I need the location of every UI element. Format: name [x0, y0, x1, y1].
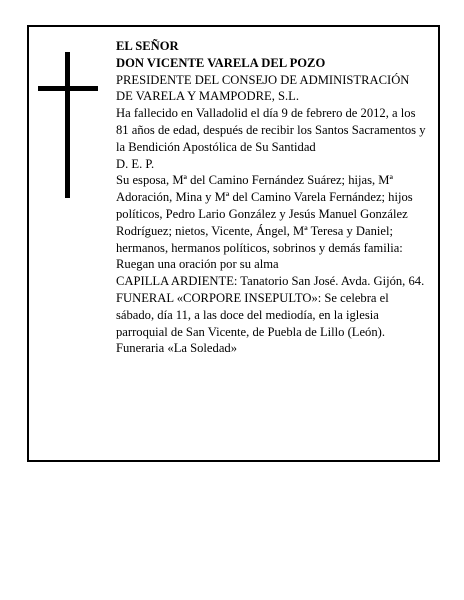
honorific: EL SEÑOR: [116, 39, 179, 53]
chapel-info: CAPILLA ARDIENTE: Tanatorio San José. Avda. Gijón, 64.: [116, 274, 425, 289]
funeral-info: FUNERAL «CORPORE INSEPULTO»: Se celebra el sábado, día 11, a las doce del mediodía, en la iglesia parroquial de San Vicente, de Puebla de Lillo (León).: [116, 290, 389, 339]
cross-horizontal-bar: [38, 86, 98, 91]
deceased-name: DON VICENTE VARELA DEL POZO: [116, 55, 326, 70]
rip-abbreviation: D. E. P.: [116, 156, 155, 171]
family-list: Su esposa, Mª del Camino Fernández Suárez; hijas, Mª Adoración, Mina y Mª del Camino Varela Fernández; hijos políticos, Pedro Lario González y Jesús Manuel González Rodríguez; nietos, Vicente, Ángel, Mª Teresa y Daniel; hermanos, hermanos políticos, sobrinos y demás familia:: [116, 173, 413, 255]
prayer-request: Ruegan una oración por su alma: [116, 257, 279, 272]
death-announcement: Ha fallecido en Valladolid el día 9 de febrero de 2012, a los 81 años de edad, después de recibir los Santos Sacramentos y la Bendición Apostólica de Su Santidad: [116, 106, 426, 154]
position-title: PRESIDENTE DEL CONSEJO DE ADMINISTRACIÓN DE VARELA Y MAMPODRE, S.L.: [116, 72, 410, 104]
cross-icon: [38, 52, 98, 198]
funeral-home: Funeraria «La Soledad»: [116, 341, 237, 356]
cross-vertical-bar: [65, 52, 70, 198]
notice-text: [116, 38, 426, 357]
